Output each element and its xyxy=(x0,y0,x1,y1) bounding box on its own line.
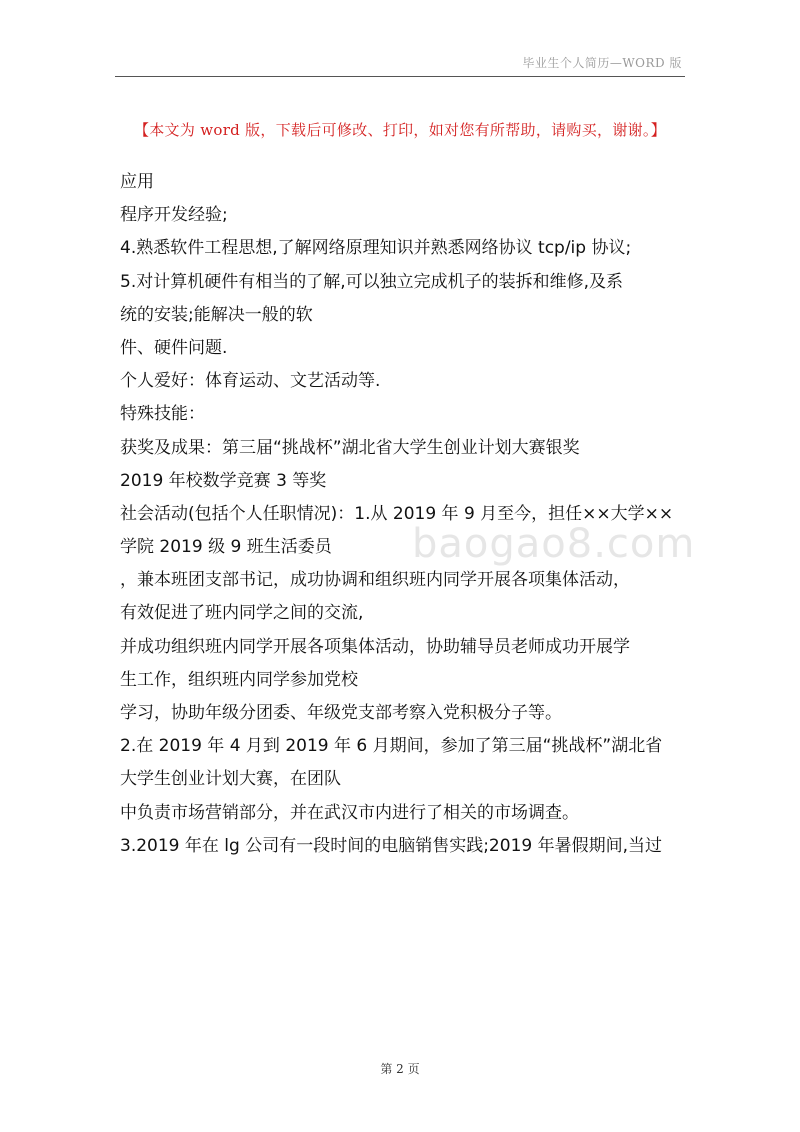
body-line: 个人爱好：体育运动、文艺活动等. xyxy=(120,371,381,392)
body-line: 获奖及成果：第三届“挑战杯”湖北省大学生创业计划大赛银奖 xyxy=(120,437,580,458)
body-line: 学院 2019 级 9 班生活委员 xyxy=(120,537,332,558)
body-line: 2.在 2019 年 4 月到 2019 年 6 月期间，参加了第三届“挑战杯”湖北省 xyxy=(120,736,663,757)
body-line: 有效促进了班内同学之间的交流, xyxy=(120,603,364,624)
body-line: 特殊技能： xyxy=(120,404,205,425)
body-line: 4.熟悉软件工程思想,了解网络原理知识并熟悉网络协议 tcp/ip 协议; xyxy=(120,238,632,259)
notice-text: 【本文为 word 版，下载后可修改、打印，如对您有所帮助，请购买，谢谢。】 xyxy=(133,121,667,139)
body-line: 生工作，组织班内同学参加党校 xyxy=(120,669,358,690)
body-line: 并成功组织班内同学开展各项集体活动，协助辅导员老师成功开展学 xyxy=(120,636,630,657)
body-line: 统的安装;能解决一般的软 xyxy=(120,304,313,325)
body-line: 件、硬件问题. xyxy=(120,337,228,358)
body-line: 程序开发经验; xyxy=(120,205,228,226)
body-line: 3.2019 年在 lg 公司有一段时间的电脑销售实践;2019 年暑假期间,当过 xyxy=(120,835,663,856)
body-line: 应用 xyxy=(120,172,154,192)
header-divider xyxy=(115,76,685,77)
body-line: 2019 年校数学竞赛 3 等奖 xyxy=(120,470,327,491)
body-line: 中负责市场营销部分，并在武汉市内进行了相关的市场调查。 xyxy=(120,802,579,823)
page-number: 第 2 页 xyxy=(380,1062,420,1076)
body-line: ，兼本班团支部书记，成功协调和组织班内同学开展各项集体活动， xyxy=(120,570,630,591)
body-line: 大学生创业计划大赛，在团队 xyxy=(120,769,341,790)
body-text xyxy=(120,166,688,863)
header-title: 毕业生个人简历—WORD 版 xyxy=(522,56,682,70)
watermark-text: baogao8.com xyxy=(412,521,696,567)
body-line: 5.对计算机硬件有相当的了解,可以独立完成机子的装拆和维修,及系 xyxy=(120,271,624,292)
body-line: 社会活动(包括个人任职情况)：1.从 2019 年 9 月至今，担任××大学×× xyxy=(120,503,674,524)
body-line: 学习，协助年级分团委、年级党支部考察入党积极分子等。 xyxy=(120,703,562,723)
